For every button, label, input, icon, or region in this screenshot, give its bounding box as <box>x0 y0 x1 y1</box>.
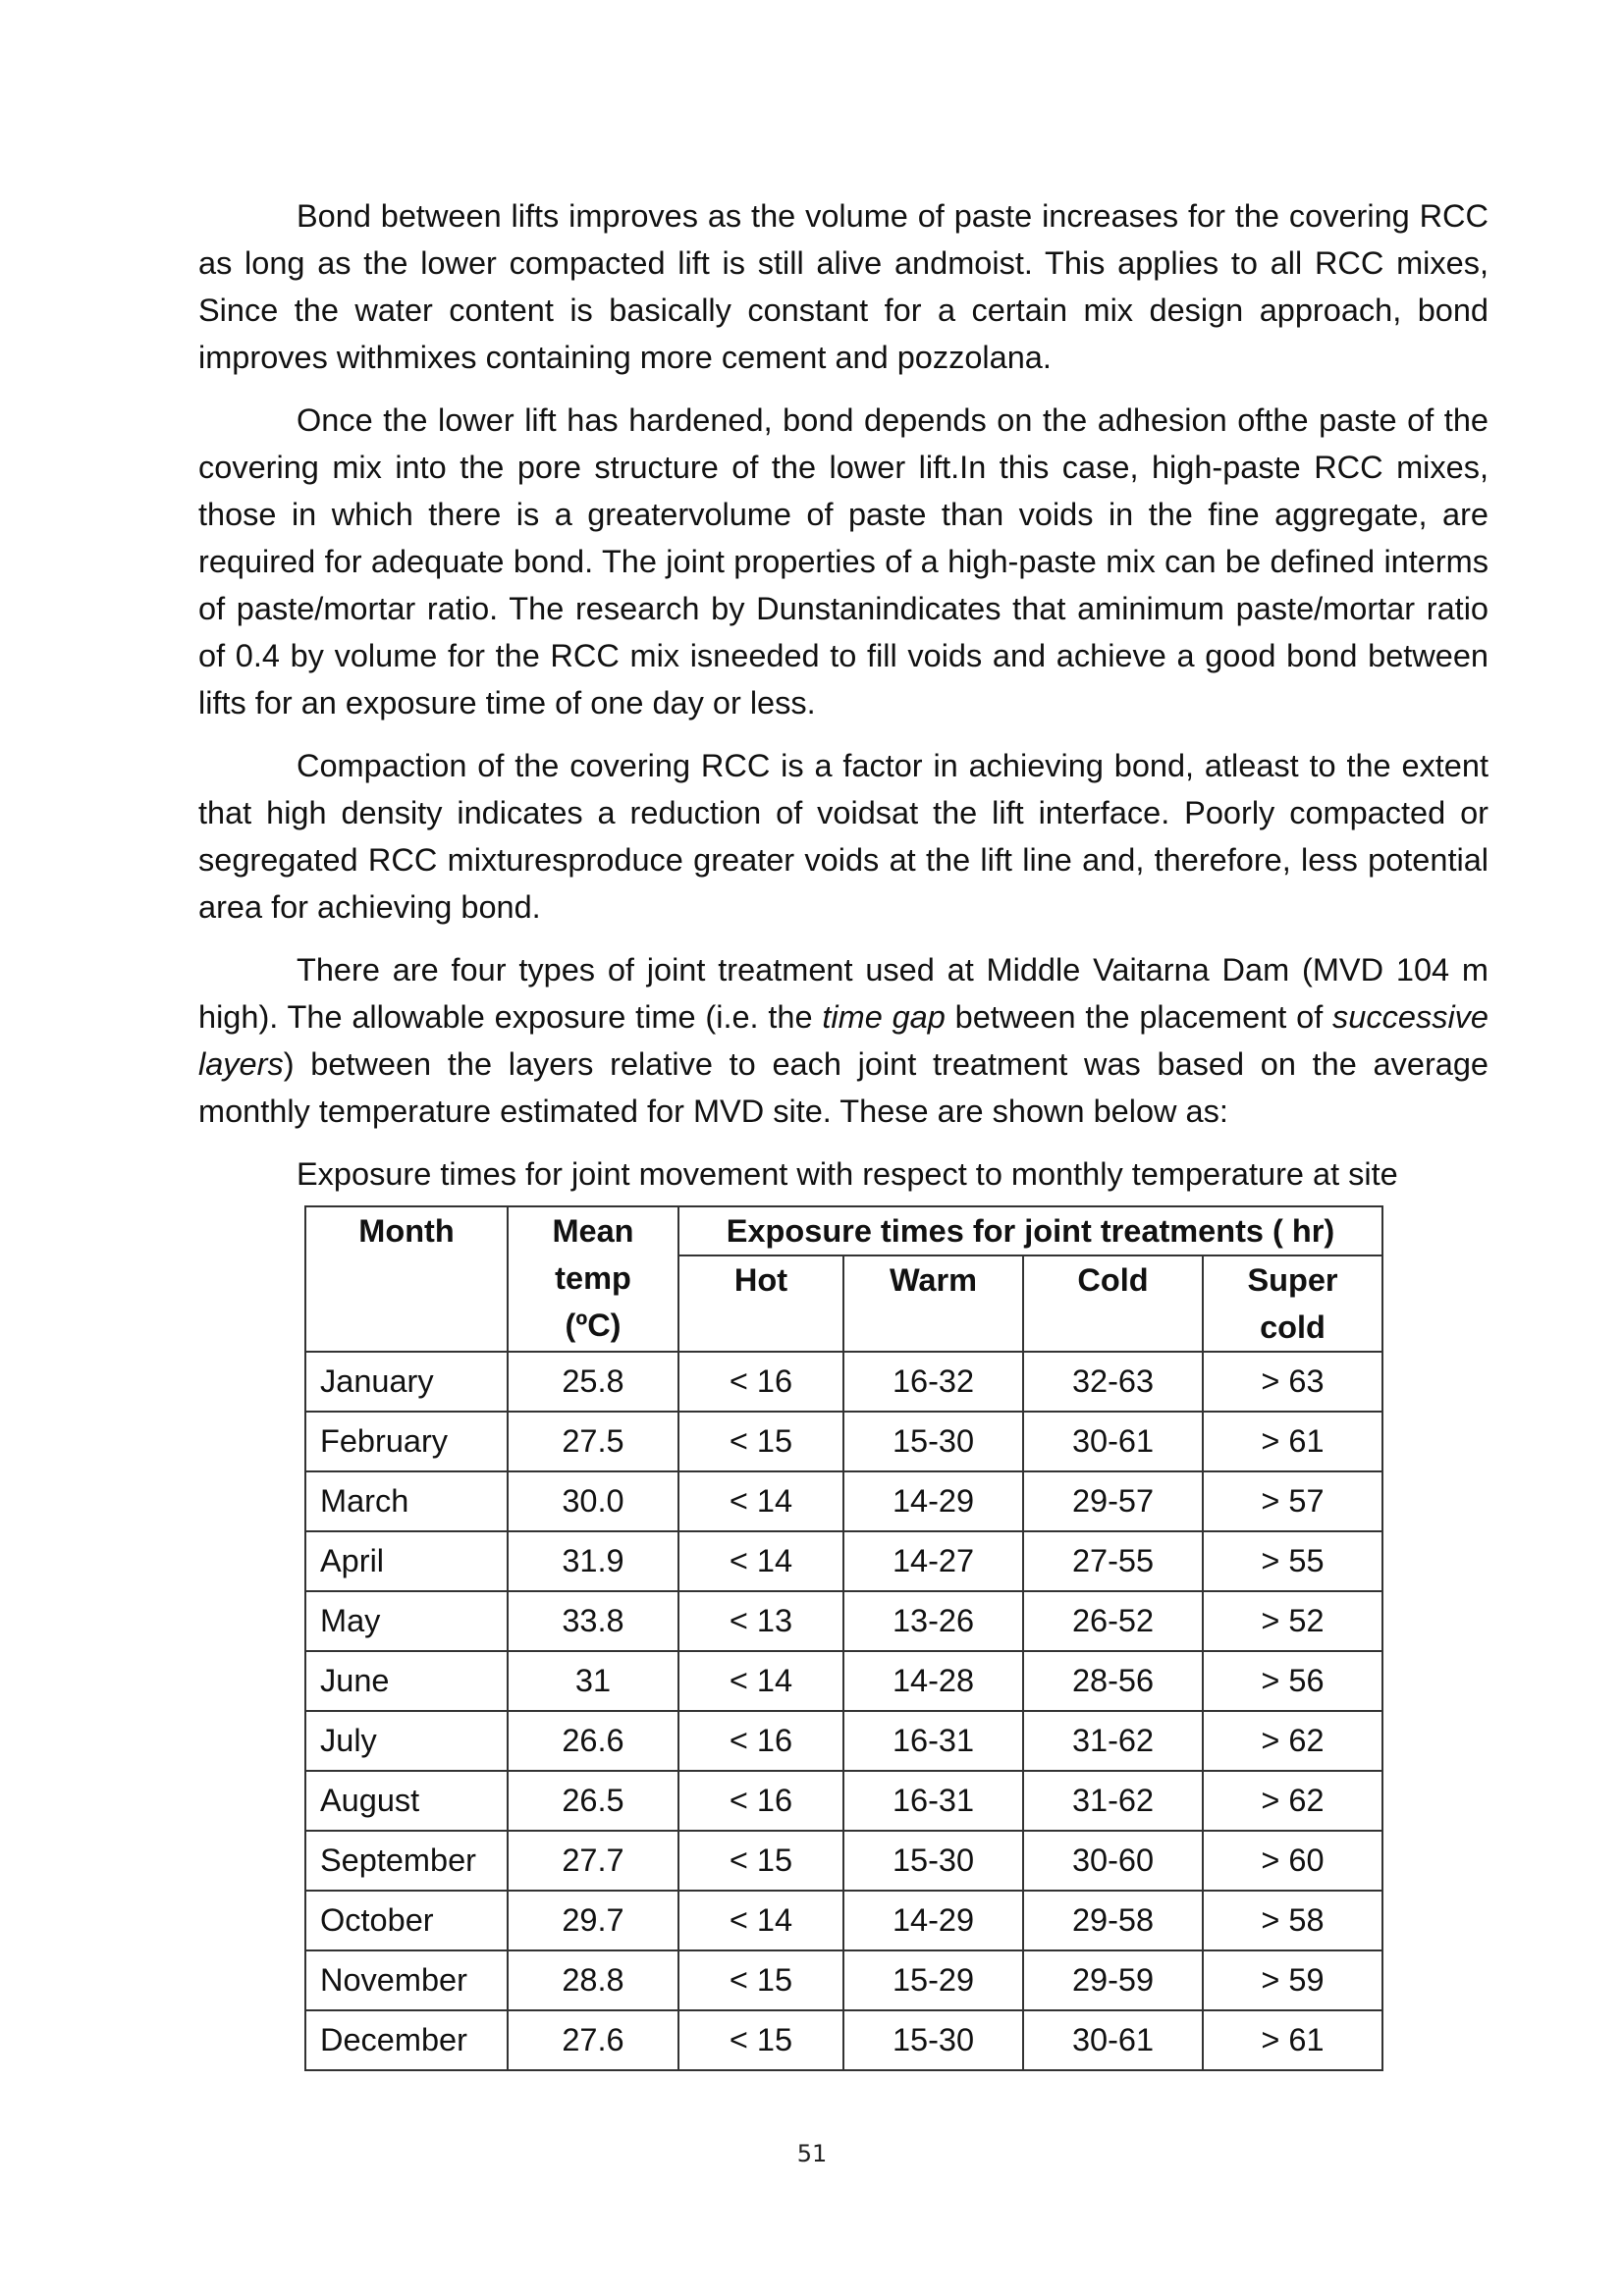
header-super-line: cold <box>1260 1309 1326 1345</box>
cell-month: November <box>305 1950 508 2010</box>
header-cold: Cold <box>1023 1255 1203 1352</box>
cell-super-cold: > 60 <box>1203 1831 1382 1891</box>
cell-month: June <box>305 1651 508 1711</box>
header-mean-line: temp <box>555 1260 631 1296</box>
cell-cold: 26-52 <box>1023 1591 1203 1651</box>
cell-super-cold: > 52 <box>1203 1591 1382 1651</box>
cell-mean-temp: 33.8 <box>508 1591 678 1651</box>
cell-hot: < 14 <box>678 1651 843 1711</box>
cell-month: January <box>305 1352 508 1412</box>
cell-mean-temp: 27.5 <box>508 1412 678 1471</box>
cell-month: September <box>305 1831 508 1891</box>
table-row <box>305 2010 1382 2070</box>
paragraph-text-segment: There are four types of joint treatment used at Middle Vaitarna Dam (MVD 104 m high). The allowable exposure time (i.e. the <box>198 952 1489 1035</box>
cell-cold: 32-63 <box>1023 1352 1203 1412</box>
cell-warm: 16-31 <box>843 1711 1023 1771</box>
cell-super-cold: > 63 <box>1203 1352 1382 1412</box>
header-super-cold <box>1203 1255 1382 1352</box>
cell-cold: 30-60 <box>1023 1831 1203 1891</box>
cell-month: July <box>305 1711 508 1771</box>
cell-month: May <box>305 1591 508 1651</box>
cell-super-cold: > 56 <box>1203 1651 1382 1711</box>
paragraph-bond-paste: Bond between lifts improves as the volume of paste increases for the covering RCC as long as the lower compacted lift is still alive andmoist. This applies to all RCC mixes, Since the water content is basically constant for a certain mix design approach, bond improves withmixes containing more cement and pozzolana. <box>198 198 1489 375</box>
table-row <box>305 1651 1382 1711</box>
cell-hot: < 16 <box>678 1711 843 1771</box>
cell-month: December <box>305 2010 508 2070</box>
cell-warm: 14-29 <box>843 1891 1023 1950</box>
table-row <box>305 1950 1382 2010</box>
cell-hot: < 15 <box>678 1950 843 2010</box>
cell-super-cold: > 59 <box>1203 1950 1382 2010</box>
cell-super-cold: > 61 <box>1203 1412 1382 1471</box>
cell-warm: 16-32 <box>843 1352 1023 1412</box>
page-number: 51 <box>796 2140 828 2167</box>
table-caption: Exposure times for joint movement with respect to monthly temperature at site <box>297 1156 1398 1192</box>
header-super-line: Super <box>1247 1262 1338 1298</box>
paragraph-compaction: Compaction of the covering RCC is a factor in achieving bond, atleast to the extent that high density indicates a reduction of voidsat the lift interface. Poorly compacted or segregated RCC mixturesproduce greater voids at the lift line and, therefore, less potential area for achieving bond. <box>198 748 1489 925</box>
paragraph-text-segment: between the placement of <box>945 999 1333 1035</box>
cell-mean-temp: 27.6 <box>508 2010 678 2070</box>
cell-warm: 15-30 <box>843 2010 1023 2070</box>
cell-hot: < 14 <box>678 1531 843 1591</box>
cell-mean-temp: 31.9 <box>508 1531 678 1591</box>
cell-cold: 30-61 <box>1023 2010 1203 2070</box>
italic-successive-layers: successive layers <box>198 999 1489 1082</box>
table-row <box>305 1531 1382 1591</box>
header-hot: Hot <box>678 1255 843 1352</box>
table-row <box>305 1891 1382 1950</box>
paragraph-joint-treatment <box>198 946 1489 1135</box>
cell-mean-temp: 30.0 <box>508 1471 678 1531</box>
cell-mean-temp: 29.7 <box>508 1891 678 1950</box>
cell-mean-temp: 28.8 <box>508 1950 678 2010</box>
cell-month: March <box>305 1471 508 1531</box>
cell-hot: < 15 <box>678 1412 843 1471</box>
cell-warm: 15-30 <box>843 1412 1023 1471</box>
cell-super-cold: > 57 <box>1203 1471 1382 1531</box>
cell-hot: < 16 <box>678 1352 843 1412</box>
cell-cold: 30-61 <box>1023 1412 1203 1471</box>
cell-cold: 31-62 <box>1023 1771 1203 1831</box>
cell-mean-temp: 31 <box>508 1651 678 1711</box>
cell-month: February <box>305 1412 508 1471</box>
table-row <box>305 1771 1382 1831</box>
header-exposure-group: Exposure times for joint treatments ( hr) <box>678 1206 1382 1255</box>
paragraph-hardened-lift: Once the lower lift has hardened, bond depends on the adhesion ofthe paste of the covering mix into the pore structure of the lower lift.In this case, high-paste RCC mixes, those in which there is a greatervolume of paste than voids in the fine aggregate, are required for adequate bond. The joint properties of a high-paste mix can be defined interms of paste/mortar ratio. The research by Dunstanindicates that aminimum paste/mortar ratio of 0.4 by volume for the RCC mix isneeded to fill voids and achieve a good bond between lifts for an exposure time of one day or less. <box>198 402 1489 721</box>
cell-mean-temp: 27.7 <box>508 1831 678 1891</box>
cell-hot: < 14 <box>678 1471 843 1531</box>
cell-cold: 29-59 <box>1023 1950 1203 2010</box>
cell-super-cold: > 58 <box>1203 1891 1382 1950</box>
cell-mean-temp: 26.5 <box>508 1771 678 1831</box>
header-mean-temp <box>508 1206 678 1352</box>
table-row <box>305 1471 1382 1531</box>
cell-month: April <box>305 1531 508 1591</box>
header-month: Month <box>305 1206 508 1352</box>
cell-warm: 16-31 <box>843 1771 1023 1831</box>
cell-hot: < 13 <box>678 1591 843 1651</box>
header-warm: Warm <box>843 1255 1023 1352</box>
page-content <box>198 192 1489 2071</box>
header-mean-line: Mean <box>552 1213 634 1249</box>
cell-warm: 14-29 <box>843 1471 1023 1531</box>
table-row <box>305 1711 1382 1771</box>
cell-cold: 31-62 <box>1023 1711 1203 1771</box>
exposure-times-table <box>304 1205 1383 2071</box>
cell-super-cold: > 61 <box>1203 2010 1382 2070</box>
cell-hot: < 14 <box>678 1891 843 1950</box>
paragraph-text-segment: ) between the layers relative to each joint treatment was based on the average monthly temperature estimated for MVD site. These are shown below as: <box>198 1046 1489 1129</box>
cell-mean-temp: 25.8 <box>508 1352 678 1412</box>
cell-month: August <box>305 1771 508 1831</box>
cell-hot: < 15 <box>678 1831 843 1891</box>
table-row <box>305 1352 1382 1412</box>
cell-cold: 29-58 <box>1023 1891 1203 1950</box>
table-row <box>305 1831 1382 1891</box>
cell-super-cold: > 62 <box>1203 1771 1382 1831</box>
table-row <box>305 1591 1382 1651</box>
cell-warm: 15-29 <box>843 1950 1023 2010</box>
cell-super-cold: > 55 <box>1203 1531 1382 1591</box>
cell-cold: 29-57 <box>1023 1471 1203 1531</box>
cell-super-cold: > 62 <box>1203 1711 1382 1771</box>
table-row <box>305 1412 1382 1471</box>
cell-mean-temp: 26.6 <box>508 1711 678 1771</box>
cell-warm: 14-27 <box>843 1531 1023 1591</box>
cell-warm: 15-30 <box>843 1831 1023 1891</box>
cell-month: October <box>305 1891 508 1950</box>
header-mean-line: (ºC) <box>565 1308 622 1343</box>
cell-hot: < 16 <box>678 1771 843 1831</box>
cell-cold: 28-56 <box>1023 1651 1203 1711</box>
cell-hot: < 15 <box>678 2010 843 2070</box>
cell-cold: 27-55 <box>1023 1531 1203 1591</box>
italic-time-gap: time gap <box>822 999 946 1035</box>
cell-warm: 13-26 <box>843 1591 1023 1651</box>
cell-warm: 14-28 <box>843 1651 1023 1711</box>
